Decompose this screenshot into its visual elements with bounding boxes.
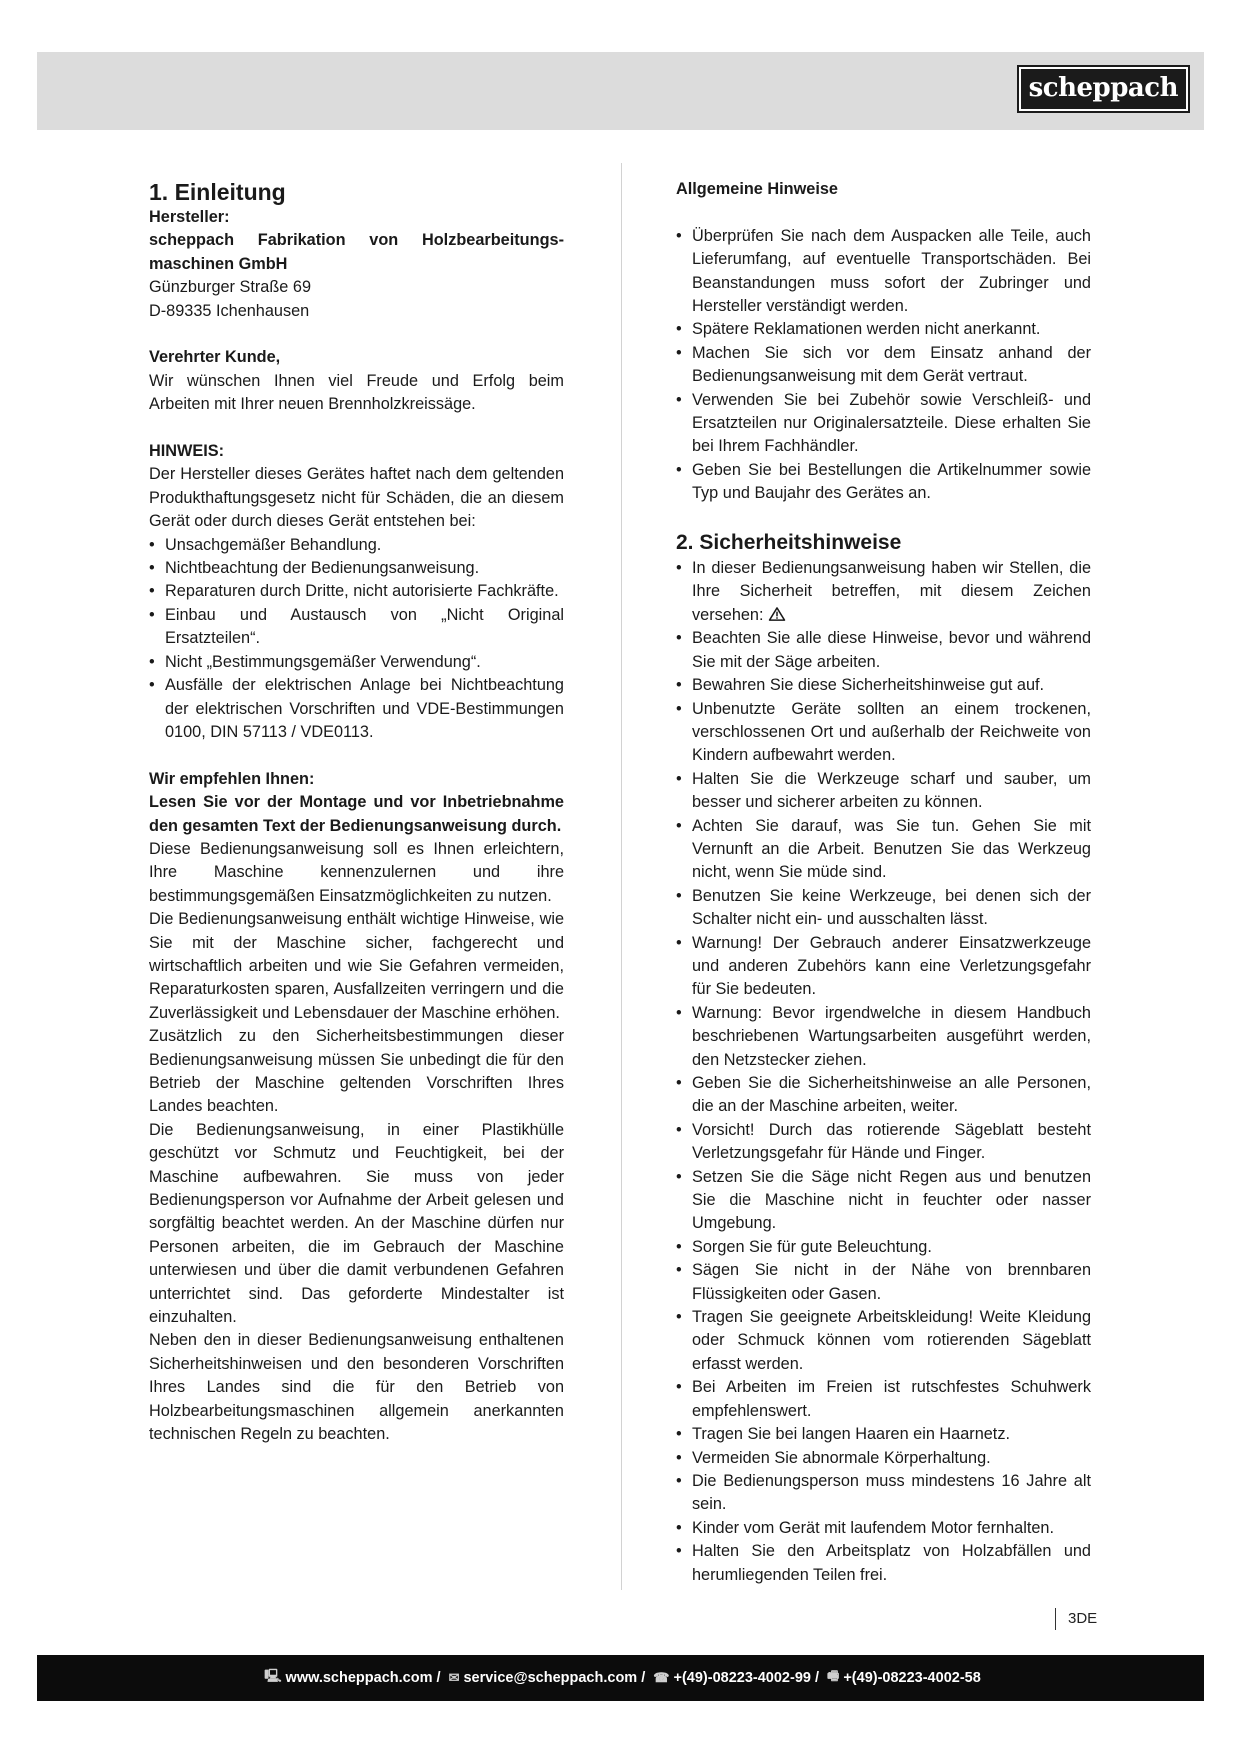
recommend-text: Lesen Sie vor der Montage und vor Inbetriebnahme den gesamten Text der Bedienungsanweisung durch. bbox=[149, 793, 564, 835]
list-item: • Spätere Reklamationen werden nicht anerkannt. bbox=[676, 318, 1091, 341]
note-list bbox=[149, 534, 564, 745]
warning-triangle-icon bbox=[768, 607, 786, 621]
list-item: • Bewahren Sie diese Sicherheitshinweise gut auf. bbox=[676, 674, 1091, 697]
list-item bbox=[676, 557, 1091, 627]
list-item: • Machen Sie sich vor dem Einsatz anhand der Bedienungsanweisung mit dem Gerät vertraut. bbox=[676, 342, 1091, 389]
list-item: • Unsachgemäßer Behandlung. bbox=[149, 534, 564, 557]
list-item: • Halten Sie die Werkzeuge scharf und sauber, um besser und sicherer arbeiten zu können. bbox=[676, 768, 1091, 815]
list-item: • Achten Sie darauf, was Sie tun. Gehen Sie mit Vernunft an die Arbeit. Benutzen Sie das Werkzeug nicht, wenn Sie müde sind. bbox=[676, 815, 1091, 885]
note-text: Der Hersteller dieses Gerätes haftet nach dem geltenden Produkthaftungsgesetz nicht für Schäden, die an diesem Gerät oder durch dieses Gerät entstehen bei: bbox=[149, 465, 564, 531]
list-item: • Ausfälle der elektrischen Anlage bei Nichtbeachtung der elektrischen Vorschriften und VDE-Bestimmungen 0100, DIN 57113 / VDE0113. bbox=[149, 674, 564, 744]
list-item: • Setzen Sie die Säge nicht Regen aus und benutzen Sie die Maschine nicht in feuchter oder nasser Umgebung. bbox=[676, 1166, 1091, 1236]
column-divider bbox=[621, 163, 622, 1590]
list-item: • Sägen Sie nicht in der Nähe von brennbaren Flüssigkeiten oder Gasen. bbox=[676, 1259, 1091, 1306]
right-column bbox=[676, 178, 1091, 1587]
general-notes-label: Allgemeine Hinweise bbox=[676, 180, 838, 198]
note-label: HINWEIS: bbox=[149, 442, 225, 461]
general-notes-list bbox=[676, 225, 1091, 506]
list-item: • Tragen Sie bei langen Haaren ein Haarnetz. bbox=[676, 1423, 1091, 1446]
paragraph: Die Bedienungsanweisung enthält wichtige Hinweise, wie Sie mit der Maschine sicher, fachgerecht und wirtschaftlich arbeiten und wie Sie Gefahren vermeiden, Reparaturkosten sparen, Ausfallzeiten verringern und die Zuverlässigkeit und Lebensdauer der Maschine erhöhen. bbox=[149, 910, 564, 1022]
list-item: • Einbau und Austausch von „Nicht Original Ersatzteilen“. bbox=[149, 604, 564, 651]
list-item: • Die Bedienungsperson muss mindestens 16 Jahre alt sein. bbox=[676, 1470, 1091, 1517]
list-item: • Benutzen Sie keine Werkzeuge, bei denen sich der Schalter nicht ein- und ausschalten lässt. bbox=[676, 885, 1091, 932]
list-item: • Nichtbeachtung der Bedienungsanweisung. bbox=[149, 557, 564, 580]
footer-email-link[interactable]: service@scheppach.com bbox=[463, 1670, 638, 1686]
list-item: • Beachten Sie alle diese Hinweise, bevor und während Sie mit der Säge arbeiten. bbox=[676, 627, 1091, 674]
header-band bbox=[37, 52, 1204, 130]
list-item: • Bei Arbeiten im Freien ist rutschfestes Schuhwerk empfehlenswert. bbox=[676, 1376, 1091, 1423]
footer-fax: +(49)-08223-4002-58 bbox=[843, 1670, 981, 1686]
address-street: Günzburger Straße 69 bbox=[149, 278, 311, 297]
mail-icon: ✉ bbox=[448, 1670, 460, 1685]
paragraph: Neben den in dieser Bedienungsanweisung enthaltenen Sicherheitshinweisen und den besonderen Vorschriften Ihres Landes sind die für den Betrieb von Holzbearbeitungsmaschinen allgemein anerkannten technischen Regeln zu beachten. bbox=[149, 1331, 564, 1444]
list-item: • Geben Sie die Sicherheitshinweise an alle Personen, die an der Maschine arbeiten, weiter. bbox=[676, 1072, 1091, 1119]
list-item: • Vermeiden Sie abnormale Körperhaltung. bbox=[676, 1447, 1091, 1470]
list-item: • Halten Sie den Arbeitsplatz von Holzabfällen und herumliegenden Teilen frei. bbox=[676, 1540, 1091, 1587]
paragraph: Zusätzlich zu den Sicherheitsbestimmungen dieser Bedienungsanweisung müssen Sie unbedingt die für den Betrieb der Maschine geltenden Vorschriften Ihres Landes beachten. bbox=[149, 1027, 564, 1116]
paragraph: Diese Bedienungsanweisung soll es Ihnen erleichtern, Ihre Maschine kennenzulernen und ihre bestimmungsgemäßen Einsatzmöglichkeiten zu nutzen. bbox=[149, 839, 564, 905]
list-item: • Unbenutzte Geräte sollten an einem trockenen, verschlossenen Ort und außerhalb der Reichweite von Kindern aufbewahrt werden. bbox=[676, 698, 1091, 768]
list-item: • Sorgen Sie für gute Beleuchtung. bbox=[676, 1236, 1091, 1259]
list-item: • Warnung: Bevor irgendwelche in diesem Handbuch beschriebenen Wartungsarbeiten ausgeführt werden, den Netzstecker ziehen. bbox=[676, 1002, 1091, 1072]
list-item: • Überprüfen Sie nach dem Auspacken alle Teile, auch Lieferumfang, auf eventuelle Transportschäden. Bei Beanstandungen muss sofort der Zubringer und Hersteller verständigt werden. bbox=[676, 225, 1091, 319]
paragraph: Die Bedienungsanweisung, in einer Plastikhülle geschützt vor Schmutz und Feuchtigkeit, bei der Maschine aufbewahren. Sie muss von jeder Bedienungsperson vor Aufnahme der Arbeit gelesen und sorgfältig beachtet werden. An der Maschine dürfen nur Personen arbeiten, die im Gebrauch der Maschine unterwiesen und über die damit verbundenen Gefahren unterrichtet sind. Das geforderte Mindestalter ist einzuhalten. bbox=[149, 1120, 564, 1327]
section-title-introduction: 1. Einleitung bbox=[149, 179, 286, 205]
address-city: D-89335 Ichenhausen bbox=[149, 301, 310, 320]
phone-icon: ☎ bbox=[653, 1670, 670, 1685]
manufacturer-label: Hersteller: bbox=[149, 208, 230, 226]
recommend-label: Wir empfehlen Ihnen: bbox=[149, 769, 315, 788]
safety-list bbox=[676, 557, 1091, 1587]
manufacturer-name: scheppach Fabrikation von Holzbearbeitungs-maschinen GmbH bbox=[149, 231, 564, 273]
scheppach-logo: scheppach bbox=[1019, 67, 1188, 111]
list-item: • Reparaturen durch Dritte, nicht autorisierte Fachkräfte. bbox=[149, 580, 564, 603]
list-item: • Geben Sie bei Bestellungen die Artikelnummer sowie Typ und Baujahr des Gerätes an. bbox=[676, 459, 1091, 506]
greeting-text: Wir wünschen Ihnen viel Freude und Erfolg beim Arbeiten mit Ihrer neuen Brennholzkreissäge. bbox=[149, 371, 564, 414]
list-item: • Nicht „Bestimmungsgemäßer Verwendung“. bbox=[149, 651, 564, 674]
list-item: • Kinder vom Gerät mit laufendem Motor fernhalten. bbox=[676, 1517, 1091, 1540]
footer-web-link[interactable]: www.scheppach.com bbox=[285, 1670, 433, 1686]
list-item: • Verwenden Sie bei Zubehör sowie Verschleiß- und Ersatzteilen nur Originalersatzteile. Diese erhalten Sie bei Ihrem Fachhändler. bbox=[676, 389, 1091, 459]
fax-icon: 🖷 bbox=[827, 1668, 840, 1683]
page-number: 3DE bbox=[1055, 1608, 1097, 1630]
list-item: • Warnung! Der Gebrauch anderer Einsatzwerkzeuge und anderen Zubehörs kann eine Verletzungsgefahr für Sie bedeuten. bbox=[676, 932, 1091, 1002]
computer-icon: 🖳 bbox=[264, 1668, 282, 1683]
footer-phone: +(49)-08223-4002-99 bbox=[673, 1670, 811, 1686]
section-title-safety: 2. Sicherheitshinweise bbox=[676, 531, 902, 555]
greeting: Verehrter Kunde, bbox=[149, 348, 281, 367]
safety-first-text: In dieser Bedienungsanweisung haben wir Stellen, die Ihre Sicherheit betreffen, mit diesem Zeichen versehen: bbox=[692, 559, 1091, 624]
footer-bar: 🖳 www.scheppach.com / ✉ service@scheppach.com / ☎ +(49)-08223-4002-99 / 🖷 +(49)-08223-4002-58 bbox=[37, 1655, 1204, 1701]
list-item: • Tragen Sie geeignete Arbeitskleidung! Weite Kleidung oder Schmuck können vom rotierenden Sägeblatt erfasst werden. bbox=[676, 1306, 1091, 1376]
left-column bbox=[149, 178, 564, 1446]
list-item: • Vorsicht! Durch das rotierende Sägeblatt besteht Verletzungsgefahr für Hände und Finger. bbox=[676, 1119, 1091, 1166]
